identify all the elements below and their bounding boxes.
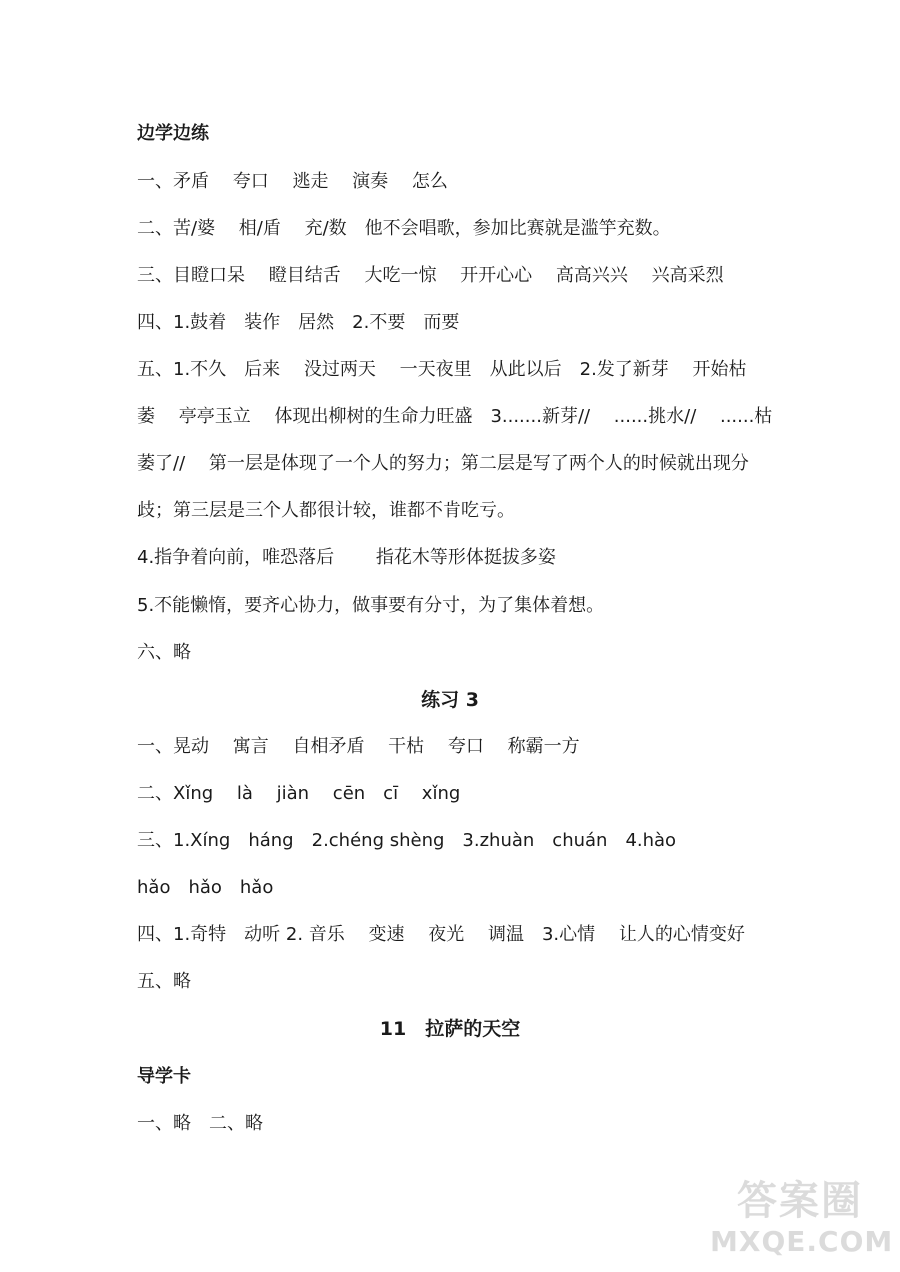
watermark-logo [710,1169,894,1264]
answer-line: 二、苦/婆 相/盾 充/数 他不会唱歌，参加比赛就是滥竽充数。 [137,218,671,239]
lesson-title: 11 拉萨的天空 [379,1018,521,1040]
answer-line: hǎo hǎo hǎo [137,877,274,898]
section-heading: 导学卡 [137,1066,191,1087]
watermark-bottom-text: MXQE.COM [710,1225,894,1258]
answer-line: 4.指争着向前，唯恐落后 指花木等形体挺拔多姿 [137,547,556,568]
answer-line: 三、1.Xíng háng 2.chéng shèng 3.zhuàn chuán 4.hào [137,830,677,851]
watermark-top-text: 答案圈 [737,1178,863,1224]
answer-line: 歧；第三层是三个人都很计较，谁都不肯吃亏。 [137,500,515,521]
answer-line: 萎 亭亭玉立 体现出柳树的生命力旺盛 3.......新芽// ......挑水// ......枯 [137,406,773,427]
answer-line: 萎了// 第一层是体现了一个人的努力；第二层是写了两个人的时候就出现分 [137,453,749,474]
answer-line: 一、矛盾 夸口 逃走 演奏 怎么 [137,171,448,192]
section-heading: 边学边练 [137,123,209,144]
practice-title: 练习 3 [421,689,479,711]
answer-line: 一、略 二、略 [137,1113,263,1134]
answer-line: 二、Xǐng là jiàn cēn cī xǐng [137,783,461,804]
answer-line: 5.不能懒惰，要齐心协力，做事要有分寸，为了集体着想。 [137,595,605,616]
answer-line: 四、1.鼓着 装作 居然 2.不要 而要 [137,312,460,333]
answer-line: 三、目瞪口呆 瞪目结舌 大吃一惊 开开心心 高高兴兴 兴高采烈 [137,265,724,286]
answer-line: 五、略 [137,971,191,992]
answer-line: 一、晃动 寓言 自相矛盾 干枯 夸口 称霸一方 [137,736,580,757]
answer-line: 六、略 [137,642,191,663]
answer-line: 五、1.不久 后来 没过两天 一天夜里 从此以后 2.发了新芽 开始枯 [137,359,747,380]
answer-line: 四、1.奇特 动听 2. 音乐 变速 夜光 调温 3.心情 让人的心情变好 [137,924,745,945]
